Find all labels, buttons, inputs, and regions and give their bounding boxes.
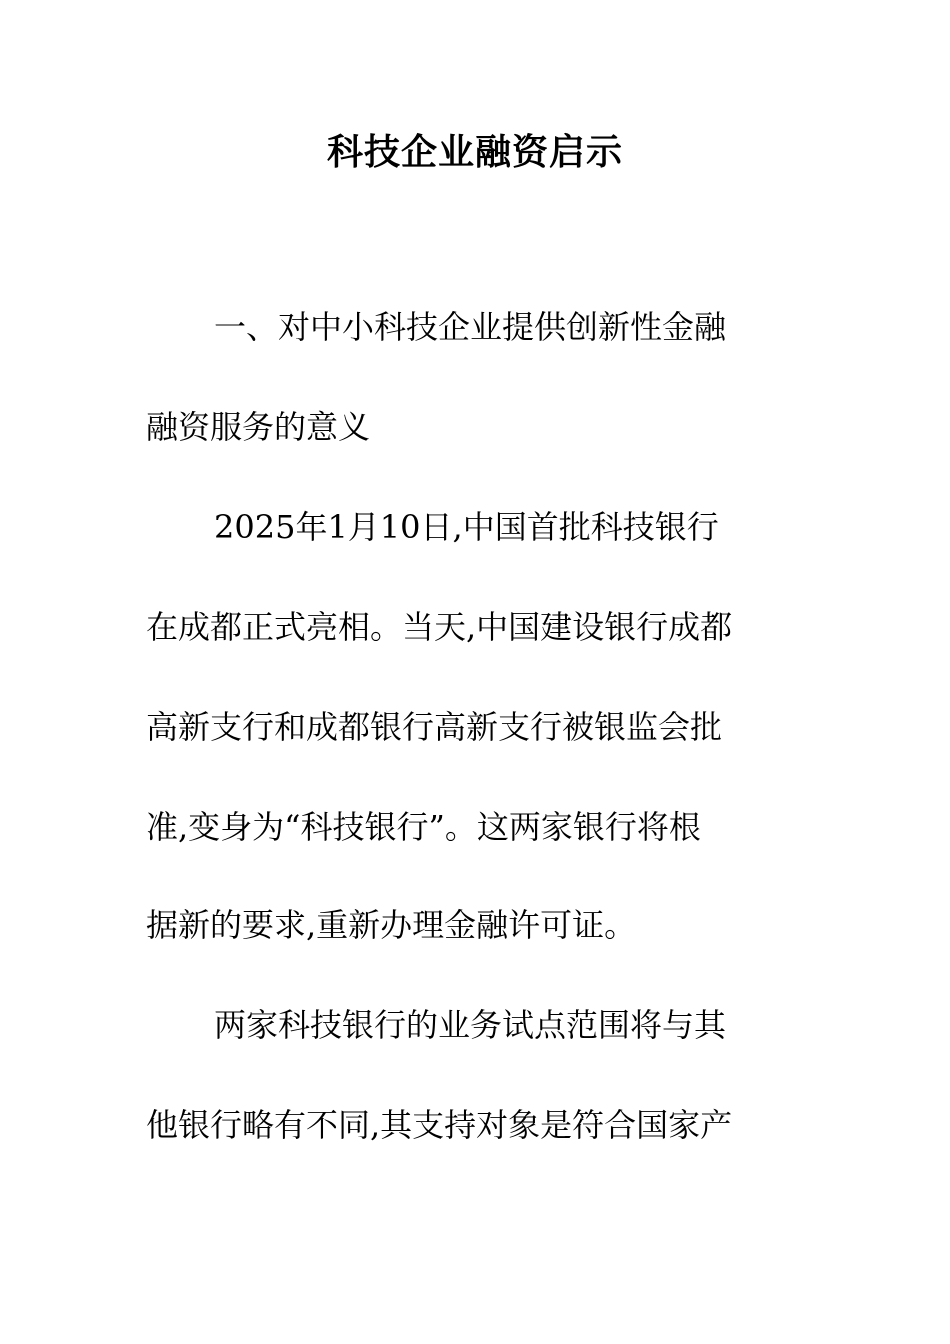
paragraph-1-line-2: 在成都正式亮相。当天,中国建设银行成都 — [146, 608, 733, 646]
paragraph-1-line-4: 准,变身为“科技银行”。这两家银行将根 — [146, 808, 701, 846]
paragraph-1-line-1: 2025年1月10日,中国首批科技银行 — [214, 508, 719, 546]
document-title: 科技企业融资启示 — [326, 131, 623, 173]
paragraph-1-line-3: 高新支行和成都银行高新支行被银监会批 — [146, 708, 723, 746]
section-heading-line-1: 一、对中小科技企业提供创新性金融 — [214, 308, 727, 346]
paragraph-2-line-2: 他银行略有不同,其支持对象是符合国家产 — [146, 1106, 733, 1144]
section-heading-line-2: 融资服务的意义 — [146, 408, 371, 446]
paragraph-1-line-5: 据新的要求,重新办理金融许可证。 — [146, 906, 637, 944]
paragraph-2-line-1: 两家科技银行的业务试点范围将与其 — [214, 1006, 727, 1044]
